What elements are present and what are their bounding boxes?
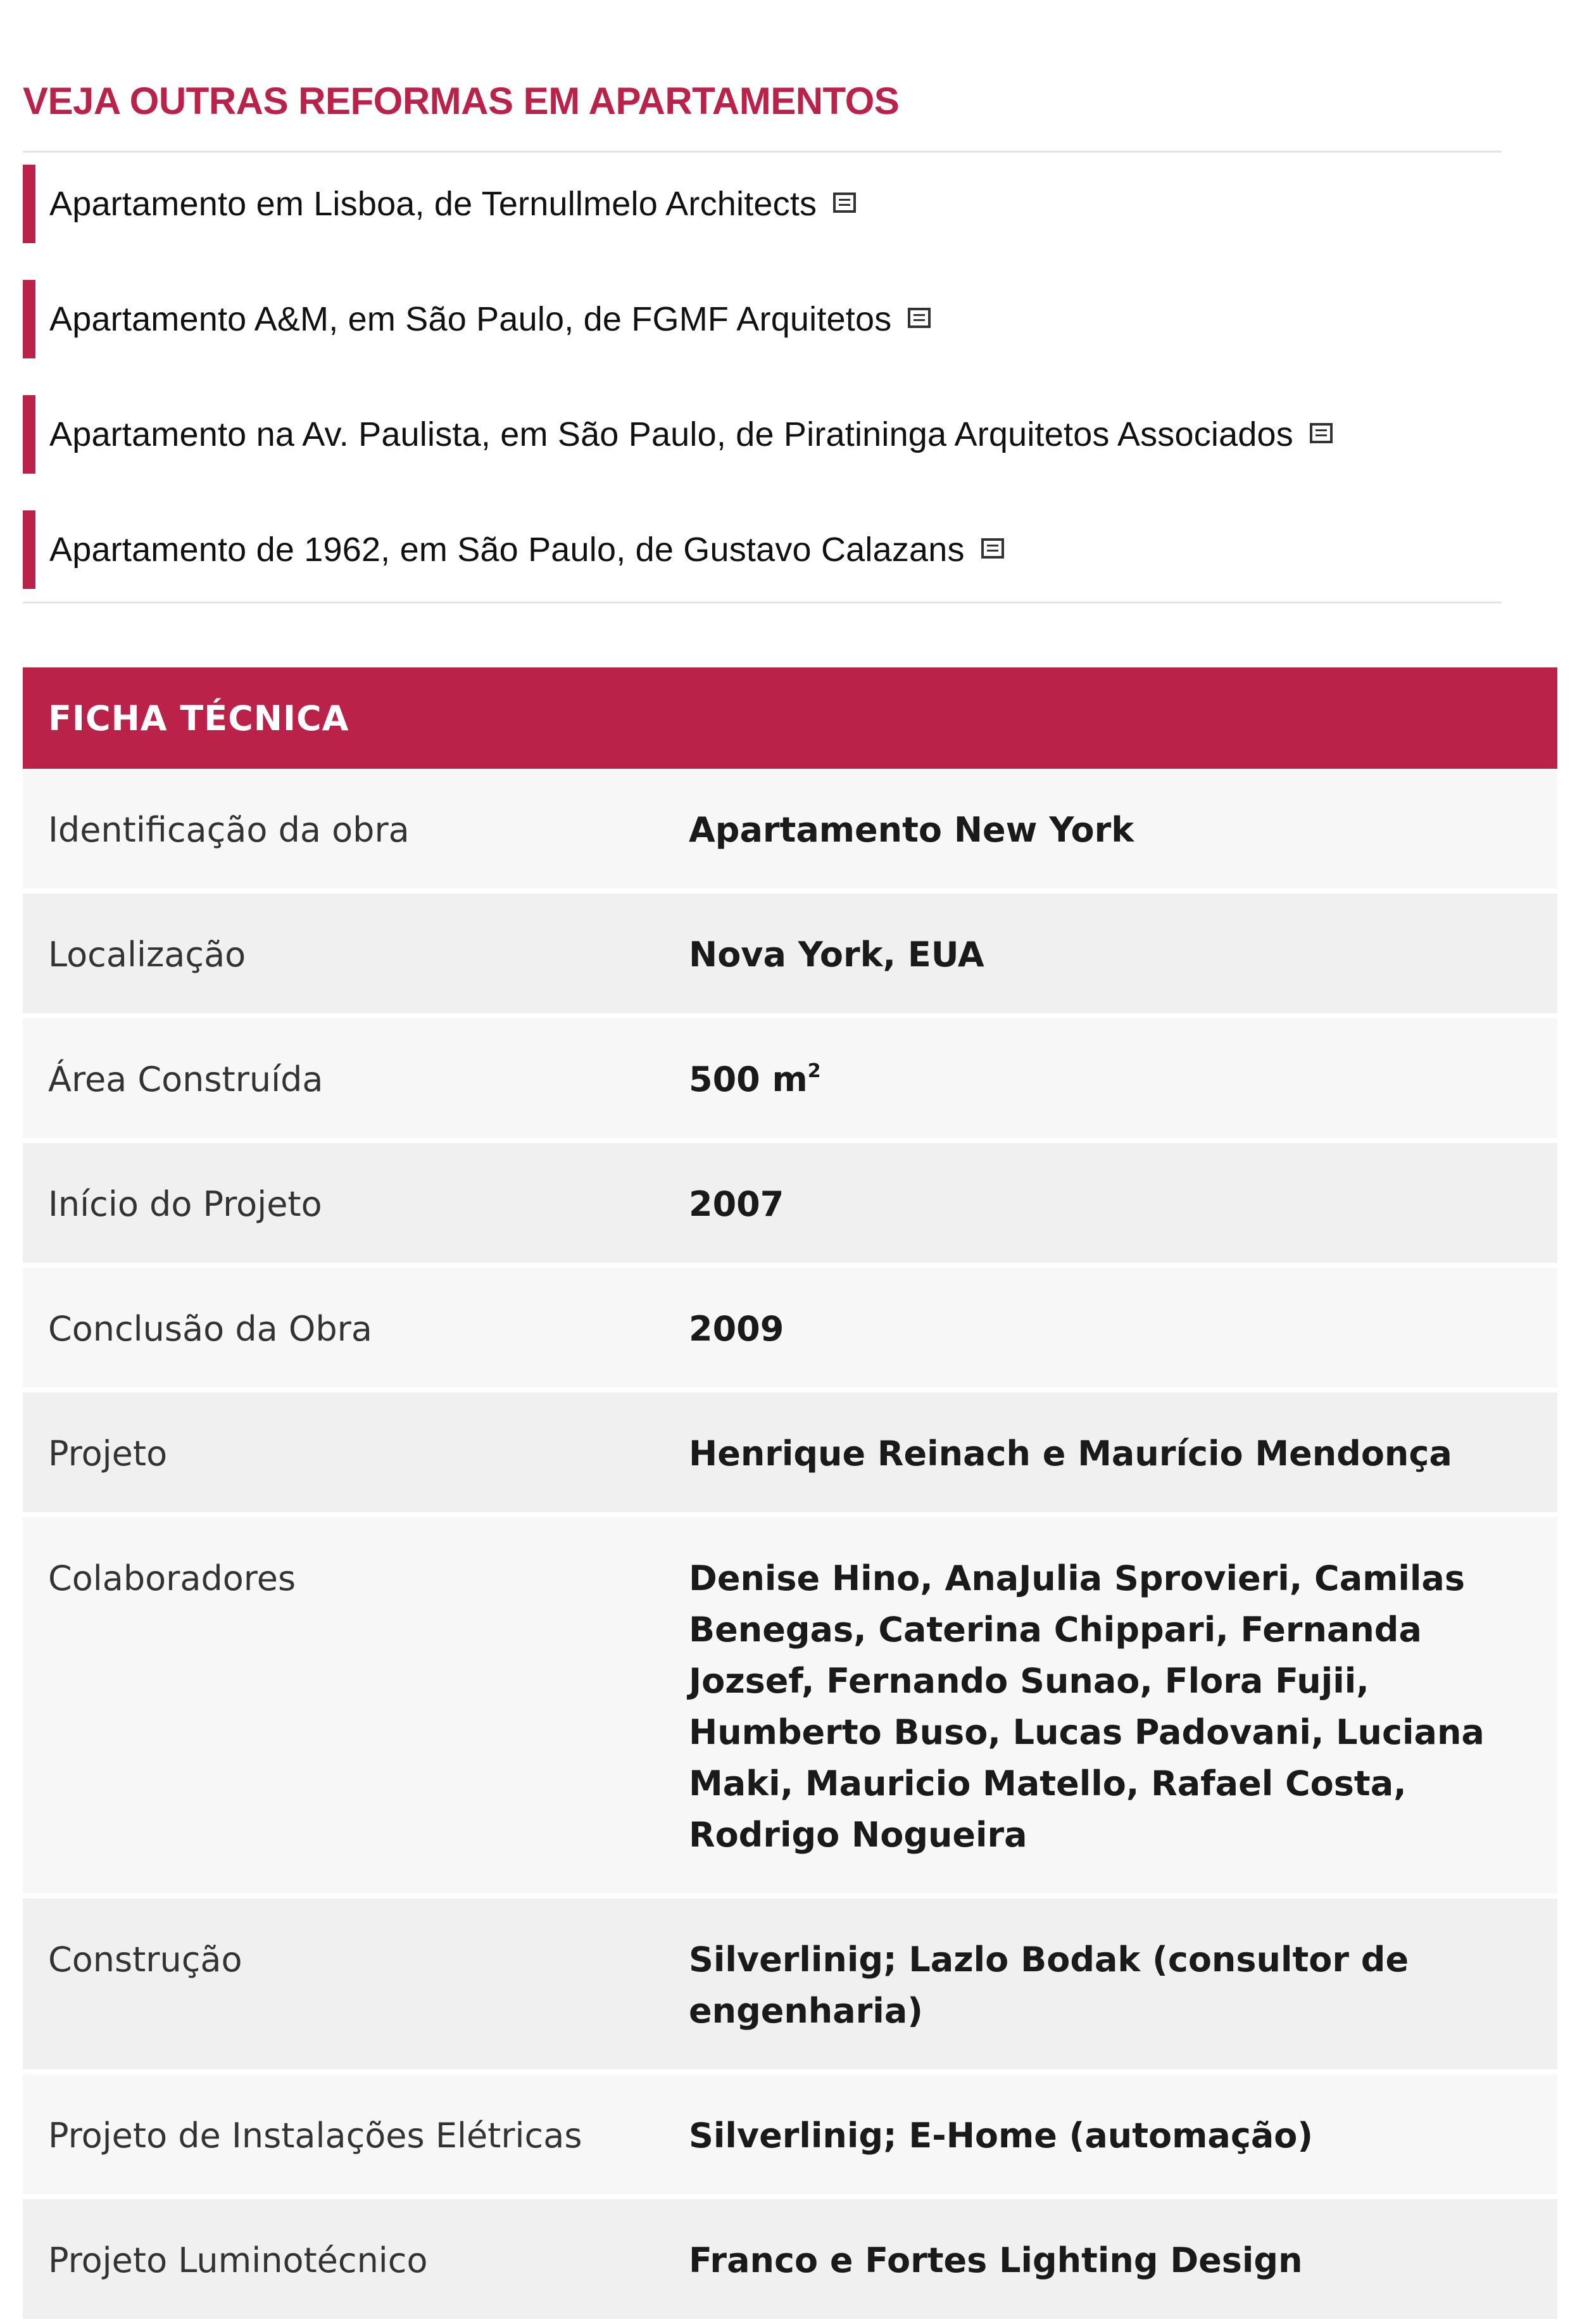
ficha-label: Construção bbox=[23, 1898, 688, 2069]
document-icon bbox=[1310, 423, 1333, 443]
ficha-row-projeto bbox=[23, 1393, 1557, 1512]
related-link-paulista[interactable] bbox=[49, 415, 1333, 454]
related-link-am[interactable] bbox=[49, 300, 931, 339]
document-icon bbox=[908, 308, 931, 328]
related-item-accent-bar bbox=[23, 395, 35, 474]
ficha-table bbox=[23, 764, 1557, 2324]
ficha-title: FICHA TÉCNICA bbox=[48, 698, 349, 738]
ficha-value: Denise Hino, AnaJulia Sprovieri, Camilas Benegas, Caterina Chippari, Fernanda Jozsef, Fernando Sunao, Flora Fujii, Humberto Buso, Lucas Padovani, Luciana Maki, Mauricio Matello, Rafael Costa, Rodrigo Nogueira bbox=[688, 1517, 1557, 1893]
ficha-label: Início do Projeto bbox=[23, 1143, 688, 1263]
ficha-row-luminotecnico bbox=[23, 2199, 1557, 2319]
ficha-row-instalacoes-eletricas bbox=[23, 2075, 1557, 2194]
ficha-row-localizacao bbox=[23, 894, 1557, 1013]
area-unit-superscript: 2 bbox=[807, 1060, 821, 1082]
ficha-label: Colaboradores bbox=[23, 1517, 688, 1893]
related-list bbox=[23, 165, 1502, 626]
ficha-value: Silverlinig; Lazlo Bodak (consultor de engenharia) bbox=[688, 1898, 1557, 2069]
ficha-label: Projeto bbox=[23, 1393, 688, 1512]
ficha-value bbox=[688, 1018, 1557, 1138]
ficha-value: Henrique Reinach e Maurício Mendonça bbox=[688, 1393, 1557, 1512]
related-link-lisboa[interactable] bbox=[49, 184, 856, 224]
ficha-value: Nova York, EUA bbox=[688, 894, 1557, 1013]
ficha-label: Conclusão da Obra bbox=[23, 1268, 688, 1387]
related-section-title: VEJA OUTRAS REFORMAS EM APARTAMENTOS bbox=[23, 80, 900, 122]
related-link-1962[interactable] bbox=[49, 530, 1004, 569]
ficha-row-colaboradores bbox=[23, 1517, 1557, 1893]
related-link-label: Apartamento A&M, em São Paulo, de FGMF Arquitetos bbox=[49, 300, 892, 338]
ficha-row-identificacao bbox=[23, 769, 1557, 888]
related-item bbox=[23, 395, 1502, 474]
related-link-label: Apartamento em Lisboa, de Ternullmelo Architects bbox=[49, 185, 817, 223]
ficha-row-inicio bbox=[23, 1143, 1557, 1263]
ficha-label: Localização bbox=[23, 894, 688, 1013]
related-link-label: Apartamento de 1962, em São Paulo, de Gustavo Calazans bbox=[49, 531, 965, 569]
ficha-tecnica bbox=[23, 667, 1557, 2324]
ficha-label: Área Construída bbox=[23, 1018, 688, 1138]
ficha-row-construcao bbox=[23, 1898, 1557, 2069]
related-item-accent-bar bbox=[23, 280, 35, 358]
ficha-value: 2009 bbox=[688, 1268, 1557, 1387]
ficha-label: Projeto Luminotécnico bbox=[23, 2199, 688, 2319]
related-item bbox=[23, 280, 1502, 358]
ficha-row-area bbox=[23, 1018, 1557, 1138]
related-link-label: Apartamento na Av. Paulista, em São Paulo, de Piratininga Arquitetos Associados bbox=[49, 415, 1293, 453]
related-item bbox=[23, 510, 1502, 589]
ficha-label: Identificação da obra bbox=[23, 769, 688, 888]
ficha-value: Franco e Fortes Lighting Design bbox=[688, 2199, 1557, 2319]
document-icon bbox=[981, 538, 1004, 559]
related-item-accent-bar bbox=[23, 165, 35, 243]
ficha-row-conclusao bbox=[23, 1268, 1557, 1387]
related-item-accent-bar bbox=[23, 510, 35, 589]
ficha-header bbox=[23, 667, 1557, 769]
ficha-value: Silverlinig; E-Home (automação) bbox=[688, 2075, 1557, 2194]
document-icon bbox=[833, 193, 856, 213]
ficha-label: Projeto de Instalações Elétricas bbox=[23, 2075, 688, 2194]
ficha-value: Apartamento New York bbox=[688, 769, 1557, 888]
related-item bbox=[23, 165, 1502, 243]
related-divider-top bbox=[23, 151, 1502, 153]
area-value: 500 m bbox=[689, 1059, 808, 1099]
ficha-value: 2007 bbox=[688, 1143, 1557, 1263]
related-divider-bottom bbox=[23, 602, 1502, 603]
